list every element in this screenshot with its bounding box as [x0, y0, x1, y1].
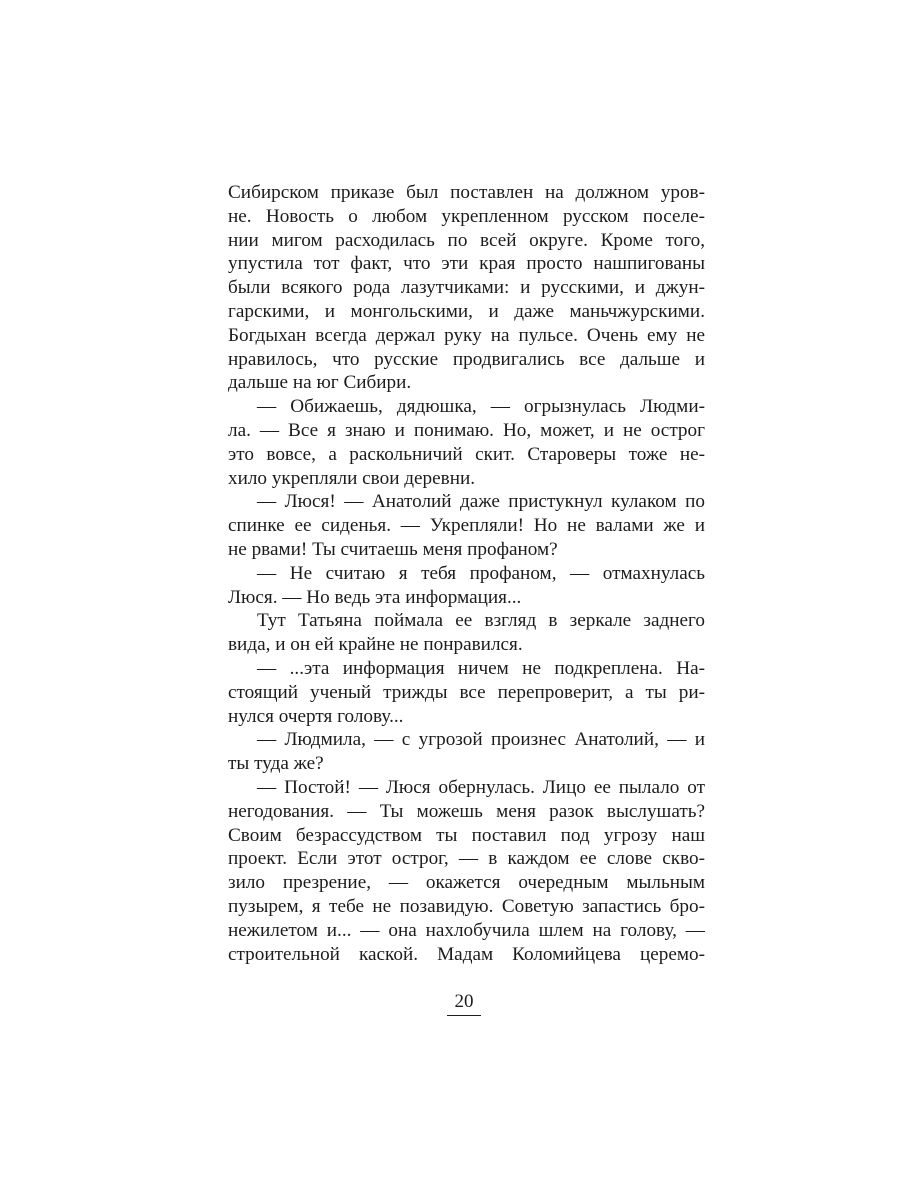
- paragraph: [228, 657, 705, 728]
- text-line: нулся очертя голову...: [228, 705, 404, 727]
- text-line: негодования. — Ты можешь меня разок выслушать?: [228, 800, 705, 822]
- text-line: — ...эта информация ничем не подкреплена. На-: [257, 657, 705, 679]
- text-line: Своим безрассудством ты поставил под угрозу наш: [228, 824, 705, 846]
- text-line: пузырем, я тебе не позавидую. Советую запастись бро-: [228, 895, 705, 917]
- paragraph: [228, 562, 705, 610]
- text-line: строительной каской. Мадам Коломийцева церемо-: [228, 943, 705, 965]
- text-line: вида, и он ей крайне не понравился.: [228, 634, 523, 656]
- text-line: Тут Татьяна поймала ее взгляд в зеркале заднего: [257, 610, 705, 632]
- paragraph: [228, 728, 705, 776]
- text-line: нежилетом и... — она нахлобучила шлем на голову, —: [228, 919, 705, 941]
- text-line: — Люся! — Анатолий даже пристукнул кулаком по: [257, 491, 705, 513]
- text-line: зило презрение, — окажется очередным мыльным: [228, 872, 705, 894]
- text-line: нии мигом расходилась по всей округе. Кроме того,: [228, 229, 705, 251]
- text-line: — Не считаю я тебя профаном, — отмахнулась: [257, 562, 705, 584]
- paragraph: [228, 609, 705, 657]
- text-line: это вовсе, а раскольничий скит. Староверы тоже не-: [228, 443, 705, 465]
- text-line: ла. — Все я знаю и понимаю. Но, может, и не острог: [228, 419, 705, 441]
- text-line: — Людмила, — с угрозой произнес Анатолий, — и: [257, 729, 705, 751]
- text-line: не рвами! Ты считаешь меня профаном?: [228, 538, 558, 560]
- text-line: — Постой! — Люся обернулась. Лицо ее пылало от: [257, 776, 705, 798]
- paragraph: [228, 490, 705, 561]
- body-text: [228, 181, 705, 966]
- text-line: упустила тот факт, что эти края просто нашпигованы: [228, 253, 705, 275]
- paragraph: [228, 181, 705, 395]
- text-line: не. Новость о любом укрепленном русском поселе-: [228, 205, 705, 227]
- text-line: хило укрепляли свои деревни.: [228, 467, 476, 489]
- text-line: Сибирском приказе был поставлен на должном уров-: [228, 182, 705, 203]
- text-line: дальше на юг Сибири.: [228, 372, 412, 394]
- text-line: Богдыхан всегда держал руку на пульсе. Очень ему не: [228, 324, 705, 346]
- page-number-underline: [447, 1015, 481, 1016]
- text-line: — Обижаешь, дядюшка, — огрызнулась Людми-: [257, 396, 705, 418]
- text-line: Люся. — Но ведь эта информация...: [228, 586, 522, 608]
- text-line: были всякого рода лазутчиками: и русскими, и джун-: [228, 277, 705, 299]
- paragraph: [228, 395, 705, 490]
- page-number: 20: [454, 991, 474, 1012]
- text-line: гарскими, и монгольскими, и даже маньчжурскими.: [228, 300, 705, 322]
- text-line: проект. Если этот острог, — в каждом ее слове скво-: [228, 848, 705, 870]
- text-line: нравилось, что русские продвигались все дальше и: [228, 348, 705, 370]
- text-line: стоящий ученый трижды все перепроверит, а ты ри-: [228, 681, 705, 703]
- text-line: ты туда же?: [228, 753, 324, 775]
- paragraph: [228, 776, 705, 966]
- text-line: спинке ее сиденья. — Укрепляли! Но не валами же и: [228, 515, 705, 537]
